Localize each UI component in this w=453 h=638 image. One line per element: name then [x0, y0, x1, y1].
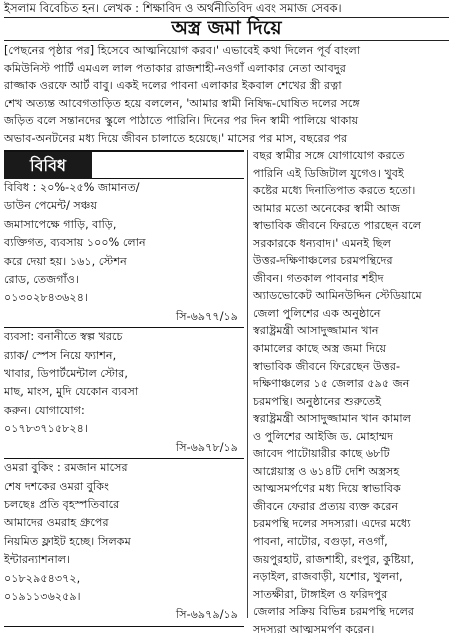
article-text-line: জয়পুরহাট, রাজশাহী, রংপুর, কুষ্টিয়া, — [253, 552, 415, 566]
article-text-line: জীবন। গতকাল পাবনার শহীদ — [253, 271, 384, 285]
article-text-line: কষ্টের মধ্যে দিনাতিপাত করতে হতো। — [253, 184, 416, 198]
ad-line: ০১৯১১৩৬২৫৯। — [4, 589, 81, 603]
article-text-line: ও পুলিশের আইজি ড. মোহাম্মদ — [253, 429, 394, 443]
ad-code: সি-৬৯৭৯/১৯ — [176, 608, 238, 622]
article-text-line: স্বরাষ্ট্রমন্ত্রী আসাদুজ্জামান খান কামাল — [253, 412, 411, 426]
article-text-line: জেলার সক্রিয় বিভিন্ন চরমপন্থি দলের — [253, 605, 415, 619]
article-text-line: জেলা পুলিশের এক অনুষ্ঠানে — [253, 306, 381, 320]
ad-line: ওমরা বুকিং : রমজান মাসের — [4, 461, 128, 475]
ad-line: ০১৮২৯৫৪৩৭২, — [4, 571, 81, 585]
classified-ad-loan — [4, 179, 244, 328]
classifieds-header — [4, 152, 244, 179]
article-text-line: আত্মসমর্পণের মধ্য দিয়ে স্বাভাবিক — [253, 482, 401, 496]
article-text-line: বছর স্বামীর সঙ্গে যোগাযোগ করতে — [253, 149, 405, 162]
article-text-line: উত্তর-দক্ষিণাঞ্চলের চরমপন্থিদের — [253, 254, 393, 268]
article-text-line: চরমপন্থি। অনুষ্ঠানের শুরুতেই — [253, 394, 382, 408]
headline-divider — [4, 40, 449, 41]
ad-line: জমাসাপেক্ষে গাড়ি, বাড়ি, — [4, 217, 117, 231]
ad-line: আমাদের ওমরাহ গ্রুপের — [4, 516, 109, 530]
ad-line: ০১৩০২৮৪৩৬২৪। — [4, 291, 88, 305]
article-text-line: [পেছনের পৃষ্ঠার পর] হিসেবে আত্মনিয়োগ করব।' এভাবেই কথা দিলেন পূর্ব বাংলা — [4, 44, 361, 57]
article-text-line: রাজ্জাক ওরফে আর্ট বাবু। একই দলের পাবনা এলাকার ইকবাল শেখের স্ত্রী রত্না — [4, 79, 342, 93]
classified-ad-business — [4, 328, 244, 459]
ad-code: সি-৬৯৭৮/১৯ — [176, 440, 238, 454]
ad-line: র‍্যাক/ স্পেস নিয়ে ফ্যাশন, — [4, 348, 117, 362]
ad-line: নিয়মিত ফ্লাইট হচ্ছে। সিলকম — [4, 534, 131, 548]
article-text-line: আমার মতো অনেকের স্বামী আজ — [253, 201, 401, 215]
ad-code: সি-৬৯৭৭/১৯ — [176, 309, 238, 323]
ad-line: মাছ, মাংস, মুদি যেকোন ব্যবসা — [4, 385, 139, 399]
classified-ad-umrah — [4, 459, 244, 627]
article-text-line: জড়িত বলে সন্তানদের স্কুলে পাঠাতে পারিনি। দিনের পর দিন স্বামী পালিয়ে থাকায় — [4, 114, 359, 128]
article-text-line: সাতক্ষীরা, টাঙ্গাইল ও ফরিদপুর — [253, 587, 388, 601]
article-text-line: পাবনা, নাটোর, বগুড়া, নওগাঁ, — [253, 535, 388, 549]
article-text-line: কমিউনিস্ট পার্টি এমএল লাল পতাকার রাজশাহী-নওগাঁ এলাকার নেতা আবদুর — [4, 61, 346, 75]
article-text-line: কামালের কাছে অস্ত্র জমা দিয়ে — [253, 342, 387, 356]
article-text-line: সরকারকে ধন্যবাদ।' এমনই ছিল — [253, 236, 391, 250]
article-text-line: স্বাভাবিক জীবনে ফিরতে পারছেন বলে — [253, 219, 422, 233]
ad-line: করে দেয়া হয়। ১৬১, স্টেশন — [4, 254, 127, 268]
article-lead — [4, 42, 449, 148]
article-text-line: পারিনি এই ডিজিটাল যুগেও। খুবই — [253, 166, 404, 180]
ad-line: করুন। যোগাযোগ: — [4, 403, 85, 417]
article-text-line: নড়াইল, রাজবাড়ী, যশোর, খুলনা, — [253, 570, 403, 584]
article-text-line: জীবনে ফেরার প্রত্যয় ব্যক্ত করেন — [253, 499, 399, 513]
article-text-line: জাবেদ পাটোয়ারীর কাছে ৬৮টি — [253, 447, 390, 461]
article-text-line: চরমপন্থি দলের সদস্যরা। এদের মধ্যে — [253, 517, 411, 531]
ad-line: বিবিধ : ২০%-২৫% জামানত/ — [4, 181, 140, 194]
article-text-line: স্বরাষ্ট্রমন্ত্রী আসাদুজ্জামান খান — [253, 324, 379, 338]
ad-line: ০১৭৮৩৭১৫৮২৪। — [4, 422, 88, 436]
article-text-line: অভাব-অনটনের মধ্য দিয়ে জীবন চালাতে হয়েছে।' মাসের পর মাস, বছরের পর — [4, 131, 348, 145]
classifieds-column — [4, 150, 244, 627]
article-text-line: আগ্নেয়াস্ত্র ও ৬১৪টি দেশি অস্ত্রসহ — [253, 464, 400, 478]
ad-line: চলছেঃ প্রতি বৃহস্পতিবারে — [4, 497, 120, 511]
ad-line: ডাউন পেমেন্ট/ সঞ্চয় — [4, 199, 98, 213]
column-divider — [247, 150, 248, 618]
classifieds-section-title: বিবিধ — [4, 152, 92, 179]
article-text-line: দক্ষিণাঞ্চলের ১৫ জেলার ৫৯৫ জন — [253, 377, 410, 391]
previous-article-tail: ইসলাম বিবেচিত হন। লেখক : শিক্ষাবিদ ও অর্থনীতিবিদ এবং সমাজ সেবক। — [4, 1, 342, 15]
article-text-line: স্বাভাবিক জীবনে ফিরেছেন উত্তর- — [253, 359, 401, 373]
ad-line: শেষ দশকের ওমরা বুকিং — [4, 479, 109, 493]
article-headline: অস্ত্র জমা দিয়ে — [171, 17, 282, 39]
ad-line: খাবার, ডিপার্টমেন্টাল স্টোর, — [4, 367, 128, 381]
ad-line: ইন্টারন্যাশনাল। — [4, 553, 71, 567]
ad-line: ব্যবসা: বনানীতে স্বল্প খরচে — [4, 330, 123, 344]
article-text-line: অ্যাডভোকেট আমিনউদ্দিন স্টেডিয়ামে — [253, 289, 422, 303]
article-text-line: সদস্যরা আত্মসমর্পণ করেন। — [253, 622, 375, 636]
ad-line: ব্যক্তিগত, ব্যবসায় ১০০% লোন — [4, 236, 146, 250]
article-right-column — [253, 147, 449, 638]
article-text-line: শেখ অত্যন্ত আবেগতাড়িত হয়ে বললেন, 'আমার স্বামী নিষিদ্ধ-ঘোষিত দলের সঙ্গে — [4, 96, 360, 110]
ad-line: রোড, তেজগাঁও। — [4, 273, 80, 287]
